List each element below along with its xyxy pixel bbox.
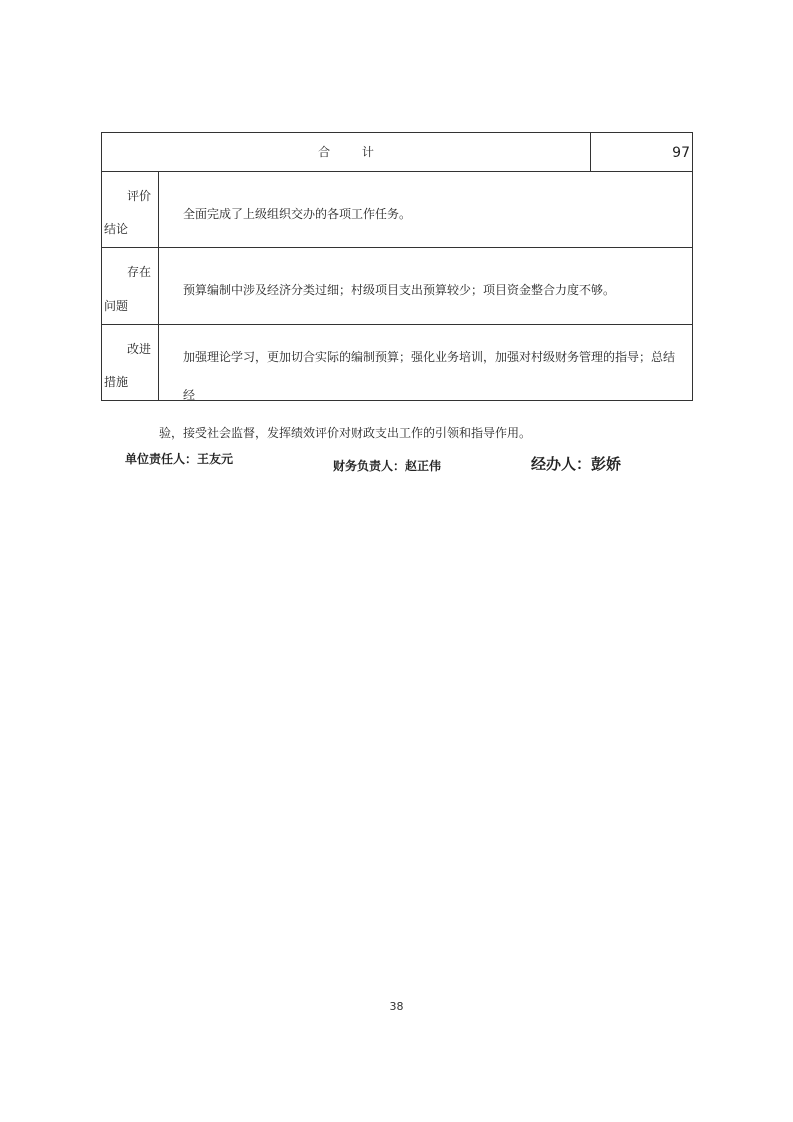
conclusion-label-top: 评价 [126,189,151,203]
conclusion-label-bottom: 结论 [104,222,129,236]
finance-head-signature: 财务负责人：赵正伟 [333,459,442,473]
conclusion-text: 全面完成了上级组织交办的各项工作任务。 [183,207,412,221]
page-number: 38 [389,1000,404,1013]
measure-text-line1: 加强理论学习，更加切合实际的编制预算；强化业务培训，加强对村级财务管理的指导；总结经 [183,350,676,402]
measure-label-bottom: 措施 [104,375,129,389]
measure-text-line2: 验，接受社会监督，发挥绩效评价对财政支出工作的引领和指导作用。 [159,426,532,440]
problem-label-bottom: 问题 [104,299,129,313]
signature-block [0,0,793,500]
problem-text: 预算编制中涉及经济分类过细；村级项目支出预算较少；项目资金整合力度不够。 [183,283,616,297]
total-score: 97 [672,145,690,161]
total-label: 合 计 [102,133,591,171]
handler-signature: 经办人：彭娇 [531,455,622,473]
unit-head-signature: 单位责任人：王友元 [125,452,234,466]
measure-label-top: 改进 [126,342,151,356]
problem-label-top: 存在 [126,265,151,279]
